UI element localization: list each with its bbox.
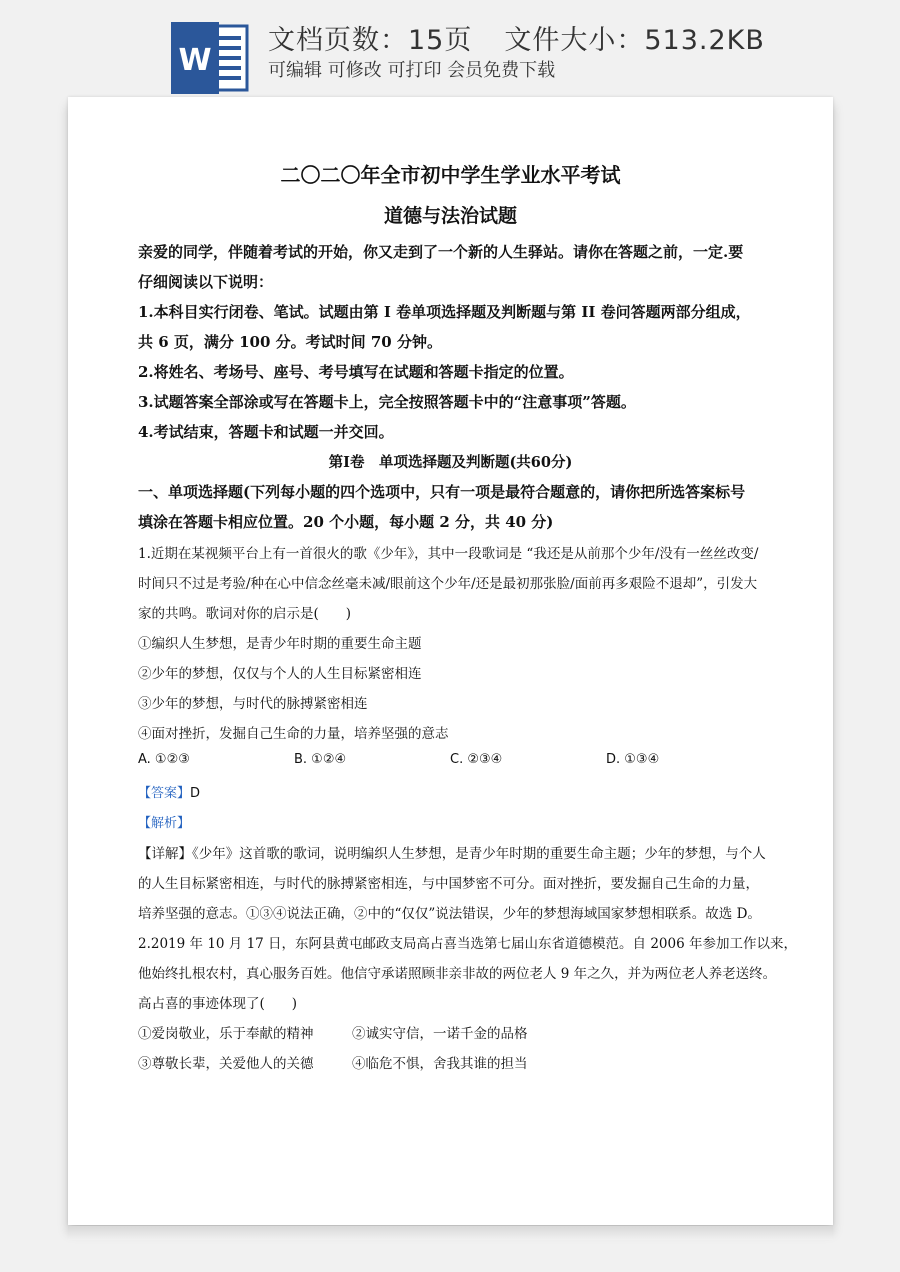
explanation-text: 的人生目标紧密相连，与时代的脉搏紧密相连，与中国梦密不可分。面对挫折，要发掘自己生命的力量， [138, 876, 759, 892]
answer-line [138, 782, 200, 801]
answer-value: D [190, 786, 201, 801]
answer-label: 【答案】 [138, 786, 191, 801]
instruction-line: 共 6 页，满分 100 分。考试时间 70 分钟。 [138, 333, 442, 351]
explanation-text: 【详解】《少年》这首歌的歌词，说明编织人生梦想，是青少年时期的重要生命主题；少年的梦想，与个人 [138, 846, 766, 862]
choice-c: C. ②③④ [450, 752, 503, 767]
file-size: 文件大小：513.2KB [504, 25, 765, 56]
file-info [268, 18, 765, 57]
question-1-text: 1.近期在某视频平台上有一首很火的歌《少年》，其中一段歌词是 “我还是从前那个少年/没有一丝丝改变/ [138, 546, 759, 562]
question-2-text: 高占喜的事迹体现了( ) [138, 996, 298, 1012]
analysis-label: 【解析】 [138, 816, 191, 831]
exam-title: 二〇二〇年全市初中学生学业水平考试 [280, 163, 621, 187]
instruction-line: 3.试题答案全部涂或写在答题卡上，完全按照答题卡中的“注意事项”答题。 [138, 393, 636, 411]
question-1-text: 时间只不过是考验/种在心中信念丝毫未减/眼前这个少年/还是最初那张脸/面前再多艰险不退却”，引发大 [138, 576, 758, 592]
instruction-line: 2.将姓名、考场号、座号、考号填写在试题和答题卡指定的位置。 [138, 363, 574, 381]
explanation-text: 培养坚强的意志。①③④说法正确，②中的“仅仅”说法错误，少年的梦想海域国家梦想相联系。故选 D。 [138, 906, 761, 922]
question-2-statement: ④临危不惧，舍我其谁的担当 [352, 1056, 528, 1072]
question-2-text: 2.2019 年 10 月 17 日，东阿县黄屯邮政支局高占喜当选第七届山东省道德模范。自 2006 年参加工作以来， [138, 936, 797, 952]
question-1-text: 家的共鸣。歌词对你的启示是( ) [138, 606, 352, 622]
question-2-statement: ②诚实守信，一诺千金的品格 [352, 1026, 528, 1042]
question-1-statement: ④面对挫折，发掘自己生命的力量，培养坚强的意志 [138, 726, 449, 742]
page-count: 文档页数：15页 [268, 25, 473, 56]
part-heading: 一、单项选择题(下列每小题的四个选项中，只有一项是最符合题意的，请你把所选答案标号 [138, 483, 746, 501]
word-document-icon [171, 22, 249, 94]
exam-subject: 道德与法治试题 [383, 205, 517, 227]
question-1-statement: ③少年的梦想，与时代的脉搏紧密相连 [138, 696, 368, 712]
choice-b: B. ①②④ [294, 752, 347, 767]
part-heading: 填涂在答题卡相应位置。20 个小题，每小题 2 分，共 40 分) [138, 513, 554, 531]
choice-d: D. ①③④ [606, 752, 660, 767]
svg-text:W: W [178, 43, 212, 78]
choice-a: A. ①②③ [138, 752, 190, 767]
question-2-text: 他始终扎根农村，真心服务百姓。他信守承诺照顾非亲非故的两位老人 9 年之久，并为两位老人养老送终。 [138, 966, 777, 982]
section-heading: 第Ⅰ卷 单项选择题及判断题(共60分) [328, 454, 573, 471]
intro-line: 仔细阅读以下说明： [138, 273, 274, 291]
question-1-statement: ②少年的梦想，仅仅与个人的人生目标紧密相连 [138, 666, 422, 682]
question-1-statement: ①编织人生梦想，是青少年时期的重要生命主题 [138, 636, 422, 652]
instruction-line: 4.考试结束，答题卡和试题一并交回。 [138, 423, 394, 441]
question-2-statement: ①爱岗敬业，乐于奉献的精神 [138, 1026, 314, 1042]
instruction-line: 1.本科目实行闭卷、笔试。试题由第 I 卷单项选择题及判断题与第 II 卷问答题两部分组成， [138, 303, 751, 321]
download-header [0, 0, 900, 100]
page-shadow [68, 1226, 833, 1240]
intro-line: 亲爱的同学，伴随着考试的开始，你又走到了一个新的人生驿站。请你在答题之前，一定.要 [138, 243, 744, 261]
file-features: 可编辑 可修改 可打印 会员免费下载 [268, 60, 556, 81]
question-2-statement: ③尊敬长辈，关爱他人的关德 [138, 1056, 314, 1072]
document-page [68, 97, 833, 1225]
